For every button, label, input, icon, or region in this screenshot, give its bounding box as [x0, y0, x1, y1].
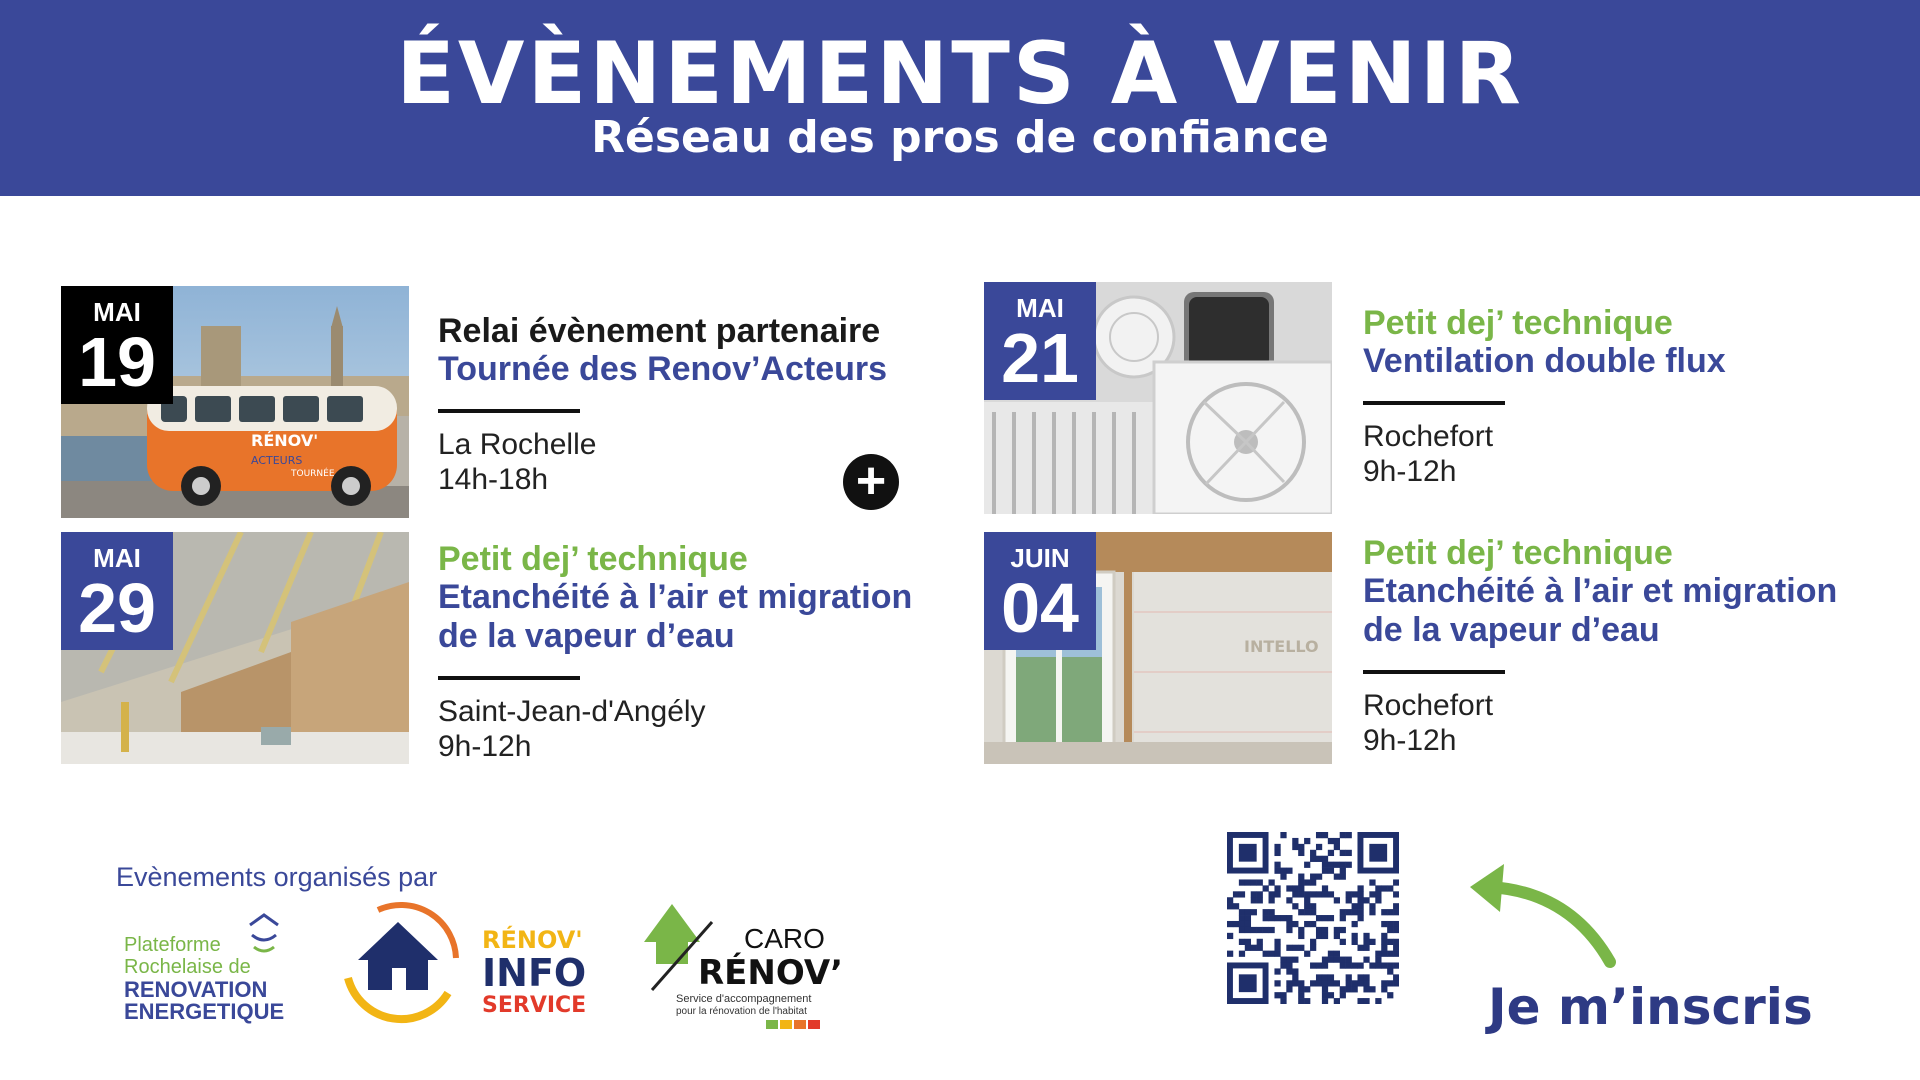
- logo-plateforme-rochelaise: [122, 905, 297, 1035]
- curved-arrow-icon: [1460, 862, 1630, 972]
- header-banner: [0, 0, 1920, 196]
- membrane-text: INTELLO: [1244, 637, 1319, 656]
- event-title-line2: Tournée des Renov’Acteurs: [438, 350, 888, 388]
- logo1-line4: ENERGETIQUE: [124, 999, 285, 1024]
- date-day: 19: [78, 323, 156, 401]
- bus-logo-text: RÉNOV': [251, 431, 319, 450]
- event-info: [1363, 304, 1883, 489]
- event-location: La Rochelle: [438, 428, 597, 461]
- event-location: Rochefort: [1363, 689, 1494, 722]
- logo-caro-renov: [642, 902, 850, 1032]
- bus-logo-sub2: TOURNÉE: [291, 469, 335, 479]
- logo3-line3: SERVICE: [482, 993, 587, 1018]
- logo1-line2: Rochelaise de: [124, 956, 251, 978]
- divider: [1363, 401, 1505, 405]
- logo4-line2: RÉNOV’: [698, 953, 844, 993]
- divider: [438, 676, 580, 680]
- logo4-line4: pour la rénovation de l'habitat: [676, 1006, 807, 1017]
- organized-by-label: Evènements organisés par: [116, 862, 438, 892]
- event-photo-ventilation: [984, 282, 1332, 514]
- event-hours: 14h-18h: [438, 463, 549, 496]
- logo3-line1: RÉNOV': [482, 926, 583, 954]
- event-info: [438, 540, 978, 764]
- event-hours: 9h-12h: [1363, 455, 1457, 488]
- event-hours: 9h-12h: [438, 730, 532, 763]
- date-badge: [984, 282, 1096, 400]
- logo1-line3: RENOVATION: [124, 977, 268, 1002]
- date-badge: [984, 532, 1096, 650]
- event-title-line1: Petit dej’ technique: [1363, 534, 1673, 572]
- date-month: MAI: [1016, 293, 1064, 323]
- event-title-line3: de la vapeur d’eau: [1363, 611, 1660, 649]
- date-day: 21: [1001, 319, 1079, 397]
- event-title-line3: de la vapeur d’eau: [438, 617, 735, 655]
- date-badge: [61, 532, 173, 650]
- event-photo-membrane: [984, 532, 1332, 764]
- event-info: [1363, 534, 1903, 758]
- page-subtitle: Réseau des pros de confiance: [591, 112, 1329, 163]
- registration-qr-code[interactable]: [1227, 832, 1399, 1004]
- event-title-line1: Relai évènement partenaire: [438, 312, 881, 350]
- event-location: Rochefort: [1363, 420, 1494, 453]
- event-title-line2: Ventilation double flux: [1363, 342, 1726, 380]
- event-photo-attic: [61, 532, 409, 764]
- register-cta[interactable]: Je m’inscris: [1488, 978, 1813, 1036]
- page-title: ÉVÈNEMENTS À VENIR: [396, 24, 1524, 124]
- logo4-line3: Service d'accompagnement: [676, 993, 812, 1005]
- logo3-line2: INFO: [482, 951, 587, 995]
- event-location: Saint-Jean-d'Angély: [438, 695, 706, 728]
- date-month: MAI: [93, 543, 141, 573]
- bus-logo-sub: ACTEURS: [251, 454, 303, 467]
- date-month: MAI: [93, 297, 141, 327]
- date-badge: [61, 286, 173, 404]
- event-photo-bus: [61, 286, 409, 518]
- event-title-line1: Petit dej’ technique: [438, 540, 748, 578]
- event-hours: 9h-12h: [1363, 724, 1457, 757]
- event-title-line1: Petit dej’ technique: [1363, 304, 1673, 342]
- date-day: 04: [1001, 569, 1079, 647]
- logo4-line1: CARO: [744, 923, 825, 954]
- house-logo-icon: [338, 898, 464, 1024]
- logo1-line1: Plateforme: [124, 934, 221, 956]
- divider: [438, 409, 580, 413]
- divider: [1363, 670, 1505, 674]
- event-title-line2: Etanchéité à l’air et migration: [1363, 572, 1838, 610]
- event-title-line2: Etanchéité à l’air et migration: [438, 578, 913, 616]
- date-day: 29: [78, 569, 156, 647]
- plus-circle-icon[interactable]: +: [843, 454, 899, 510]
- logo-renov-info-service: [480, 922, 600, 1022]
- date-month: JUIN: [1010, 543, 1070, 573]
